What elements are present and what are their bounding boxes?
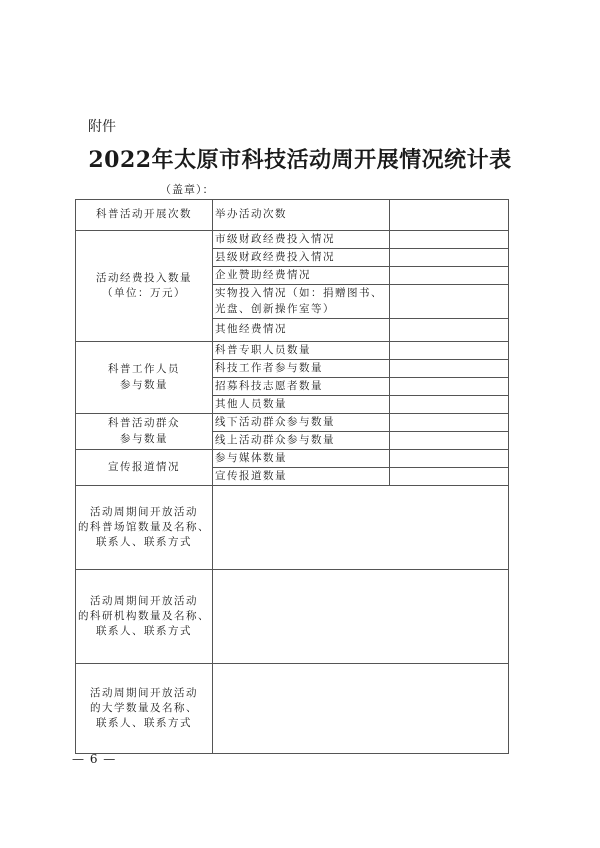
value-cell[interactable] [213,570,509,664]
item-cell: 其他人员数量 [213,396,390,414]
table-row [76,664,509,754]
value-cell[interactable] [390,231,509,249]
value-cell[interactable] [390,414,509,432]
value-cell[interactable] [390,267,509,285]
item-cell: 线下活动群众参与数量 [213,414,390,432]
item-cell: 企业赞助经费情况 [213,267,390,285]
table-row [76,486,509,570]
category-line: 活动周期间开放活动 [90,594,198,607]
item-cell: 其他经费情况 [213,319,390,342]
category-cell [76,486,213,570]
value-cell[interactable] [390,432,509,450]
category-line: 的科研机构数量及名称、 [78,609,210,622]
table-row [76,231,509,249]
value-cell[interactable] [390,360,509,378]
category-cell: 科普活动开展次数 [76,200,213,231]
page-title: 2022年太原市科技活动周开展情况统计表 [88,147,512,173]
value-cell[interactable] [390,396,509,414]
category-cell [76,414,213,450]
category-line: 联系人、联系方式 [96,536,192,549]
item-cell: 科技工作者参与数量 [213,360,390,378]
category-line: 参与数量 [120,378,168,391]
table-row [76,414,509,432]
value-cell[interactable] [390,319,509,342]
category-line: 科普活动群众 [108,417,180,430]
item-cell: 参与媒体数量 [213,450,390,468]
category-cell: 宣传报道情况 [76,450,213,486]
value-cell[interactable] [213,664,509,754]
category-cell [76,664,213,754]
value-cell[interactable] [390,285,509,319]
value-cell[interactable] [390,378,509,396]
table-row [76,570,509,664]
table-row [76,342,509,360]
category-line: 的科普场馆数量及名称、 [78,520,210,533]
category-line: 参与数量 [120,432,168,445]
item-cell: 宣传报道数量 [213,468,390,486]
category-line: 的大学数量及名称、 [90,701,198,714]
page-number: — 6 — [72,752,117,766]
category-cell [76,570,213,664]
item-cell: 线上活动群众参与数量 [213,432,390,450]
value-cell[interactable] [213,486,509,570]
table-row [76,200,509,231]
value-cell[interactable] [390,450,509,468]
category-line: 活动周期间开放活动 [90,686,198,699]
value-cell[interactable] [390,249,509,267]
category-line: 联系人、联系方式 [96,717,192,730]
item-cell: 县级财政经费投入情况 [213,249,390,267]
category-cell [76,231,213,342]
statistics-table [75,199,509,754]
value-cell[interactable] [390,468,509,486]
item-cell: 实物投入情况（如：捐赠图书、光盘、创新操作室等） [213,285,390,319]
table-row [76,450,509,468]
value-cell[interactable] [390,342,509,360]
item-cell: 科普专职人员数量 [213,342,390,360]
category-line: 活动经费投入数量 [96,271,192,284]
item-cell: 举办活动次数 [213,200,390,231]
category-line: 科普工作人员 [108,363,180,376]
item-cell: 市级财政经费投入情况 [213,231,390,249]
value-cell[interactable] [390,200,509,231]
category-line: （单位：万元） [102,287,186,299]
category-line: 联系人、联系方式 [96,625,192,638]
item-cell: 招募科技志愿者数量 [213,378,390,396]
attachment-label: 附件 [88,119,116,135]
seal-label: （盖章）： [160,183,215,196]
category-cell [76,342,213,414]
category-line: 活动周期间开放活动 [90,505,198,518]
